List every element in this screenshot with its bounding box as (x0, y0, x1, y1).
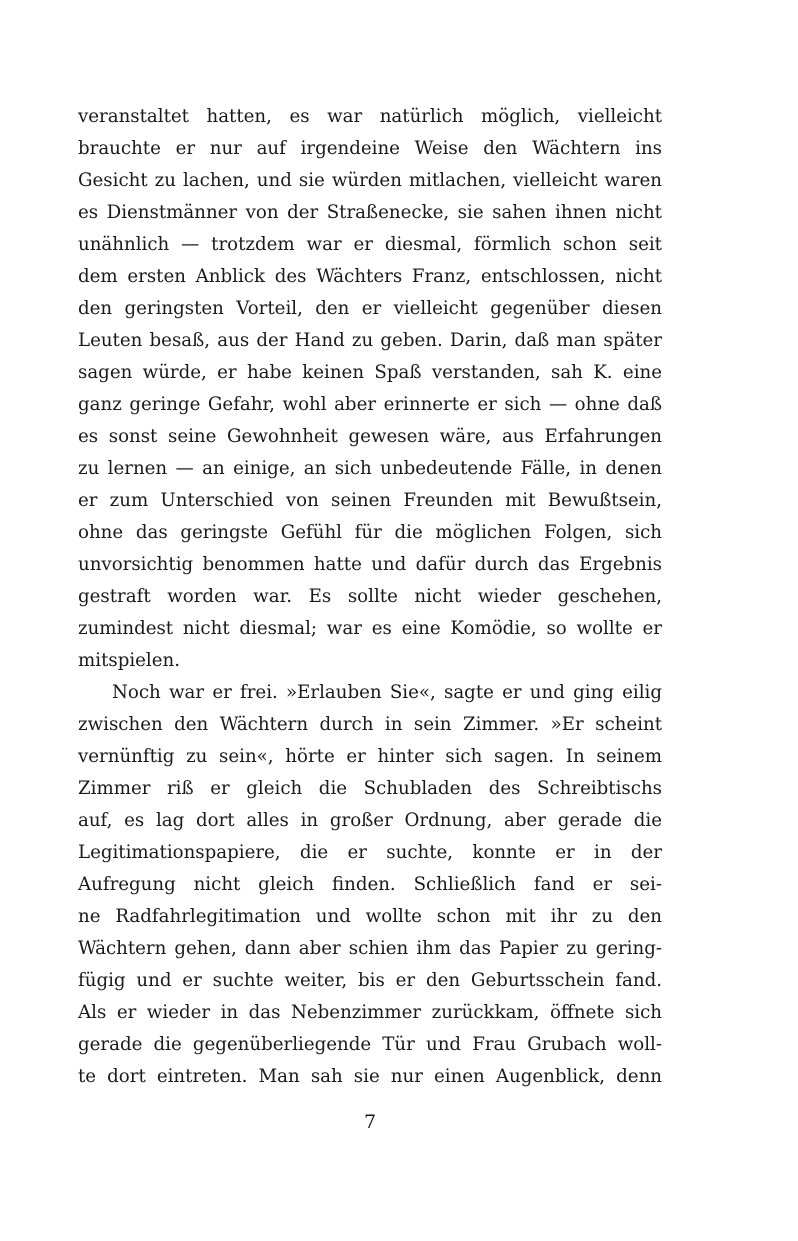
text-line: ganz geringe Gefahr, wohl aber erinnerte er sich — ohne daß (78, 394, 662, 415)
text-line: gestraft worden war. Es sollte nicht wieder geschehen, (78, 586, 662, 607)
text-line: te dort eintreten. Man sah sie nur einen Augenblick, denn (78, 1066, 662, 1087)
text-line: Legitimationspapiere, die er suchte, konnte er in der (78, 842, 662, 863)
text-line: Leuten besaß, aus der Hand zu geben. Darin, daß man später (78, 330, 662, 351)
text-line: zwischen den Wächtern durch in sein Zimmer. »Er scheint (78, 714, 662, 735)
body-text (78, 101, 662, 1093)
text-line: Gesicht zu lachen, und sie würden mitlachen, vielleicht waren (78, 170, 662, 191)
text-line: sagen würde, er habe keinen Spaß verstanden, sah K. eine (78, 362, 662, 383)
text-line: zu lernen — an einige, an sich unbedeutende Fälle, in denen (78, 458, 662, 479)
paragraph-1 (78, 101, 662, 677)
page-number: 7 (363, 1111, 377, 1133)
text-line: Noch war er frei. »Erlauben Sie«, sagte er und ging eilig (112, 682, 662, 703)
text-line: Aufregung nicht gleich finden. Schließlich fand er sei- (78, 874, 662, 895)
text-line: veranstaltet hatten, es war natürlich möglich, vielleicht (78, 106, 662, 127)
text-line: es sonst seine Gewohnheit gewesen wäre, aus Erfahrungen (78, 426, 662, 447)
text-line: dem ersten Anblick des Wächters Franz, entschlossen, nicht (78, 266, 662, 287)
text-line: gerade die gegenüberliegende Tür und Frau Grubach woll- (78, 1034, 662, 1055)
text-line: ohne das geringste Gefühl für die möglichen Folgen, sich (78, 522, 662, 543)
text-line: er zum Unterschied von seinen Freunden mit Bewußtsein, (78, 490, 662, 511)
text-line: ne Radfahrlegitimation und wollte schon mit ihr zu den (78, 906, 662, 927)
text-line: vernünftig zu sein«, hörte er hinter sich sagen. In seinem (78, 746, 662, 767)
text-line: unähnlich — trotzdem war er diesmal, förmlich schon seit (78, 234, 662, 255)
text-line: zumindest nicht diesmal; war es eine Komödie, so wollte er (78, 618, 662, 639)
text-line: den geringsten Vorteil, den er vielleicht gegenüber diesen (78, 298, 662, 319)
text-line: mitspielen. (78, 650, 181, 671)
text-line: Zimmer riß er gleich die Schubladen des Schreibtischs (78, 778, 662, 799)
paragraph-2 (78, 677, 662, 1093)
text-line: brauchte er nur auf irgendeine Weise den Wächtern ins (78, 138, 662, 159)
text-line: Wächtern gehen, dann aber schien ihm das Papier zu gering- (78, 938, 662, 959)
text-line: unvorsichtig benommen hatte und dafür durch das Ergebnis (78, 554, 662, 575)
text-line: Als er wieder in das Nebenzimmer zurückkam, öffnete sich (78, 1002, 662, 1023)
text-line: fügig und er suchte weiter, bis er den Geburtsschein fand. (78, 970, 662, 991)
text-line: es Dienstmänner von der Straßenecke, sie sahen ihnen nicht (78, 202, 662, 223)
text-line: auf, es lag dort alles in großer Ordnung, aber gerade die (78, 810, 662, 831)
